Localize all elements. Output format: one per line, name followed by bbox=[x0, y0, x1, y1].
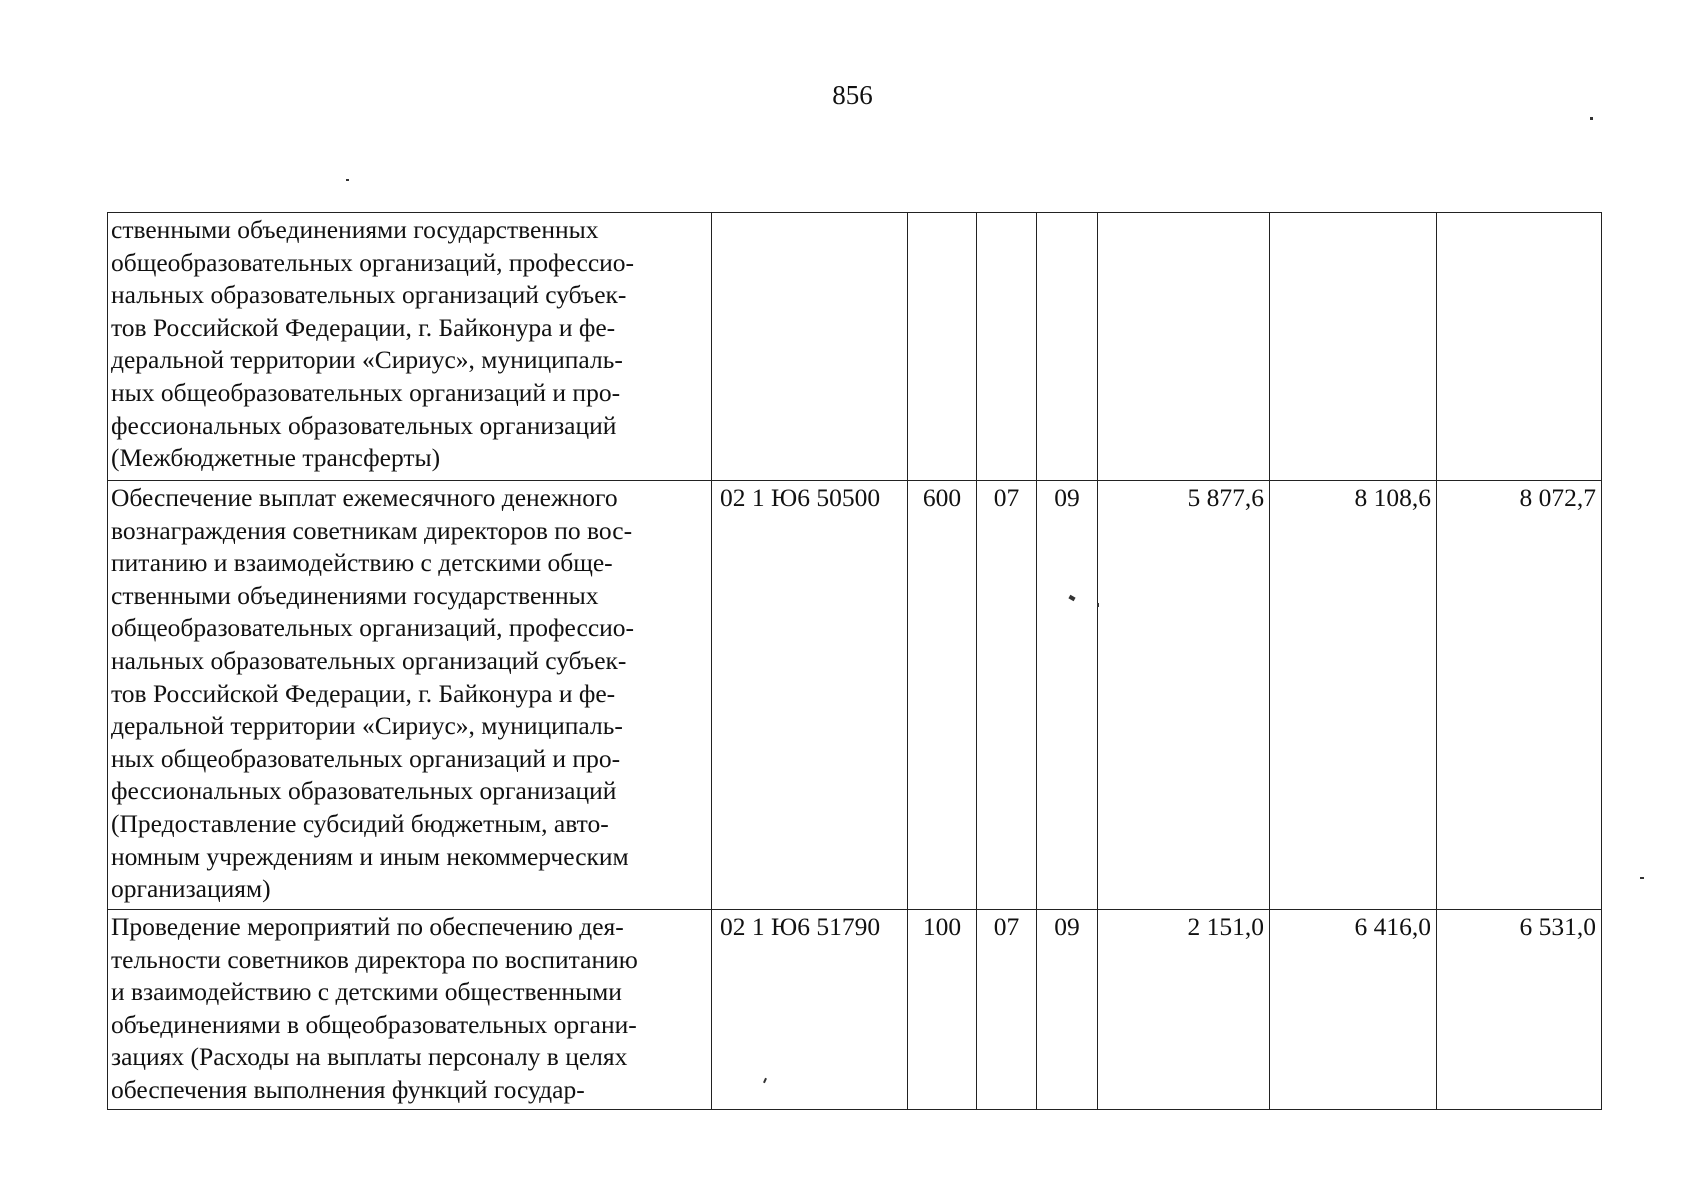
cell-amount-1 bbox=[1098, 213, 1270, 481]
budget-table bbox=[107, 212, 1602, 1110]
description-line: ственными объединениями государственных bbox=[111, 215, 599, 244]
description-line: общеобразовательных организаций, профессио- bbox=[111, 613, 635, 643]
cell-target-code bbox=[712, 213, 908, 481]
description-line: общеобразовательных организаций, профессио- bbox=[111, 247, 635, 277]
cell-subsection: 09 bbox=[1037, 481, 1098, 910]
description-line: ственными объединениями государственных bbox=[111, 580, 599, 610]
scan-speck bbox=[346, 179, 349, 181]
cell-expense-type bbox=[908, 213, 977, 481]
table-row bbox=[108, 481, 1602, 910]
cell-amount-3: 8 072,7 bbox=[1437, 481, 1602, 910]
scan-speck bbox=[1097, 603, 1099, 607]
description-line: объединениями в общеобразовательных органи- bbox=[111, 1009, 637, 1039]
row-description bbox=[108, 481, 712, 910]
row-description bbox=[108, 213, 712, 481]
description-line: нальных образовательных организаций субъек- bbox=[111, 645, 627, 675]
description-line: (Межбюджетные трансферты) bbox=[111, 443, 441, 473]
description-line: Обеспечение выплат ежемесячного денежного bbox=[111, 483, 618, 512]
cell-amount-2: 6 416,0 bbox=[1270, 910, 1437, 1110]
description-line: деральной территории «Сириус», муниципаль- bbox=[111, 711, 623, 741]
description-line: фессиональных образовательных организаций bbox=[111, 776, 617, 806]
description-line: вознаграждения советникам директоров по вос- bbox=[111, 515, 633, 545]
description-line: Проведение мероприятий по обеспечению дея- bbox=[111, 912, 624, 941]
description-line: фессиональных образовательных организаций bbox=[111, 410, 617, 440]
description-line: номным учреждениям и иным некоммерческим bbox=[111, 841, 629, 871]
cell-expense-type: 600 bbox=[908, 481, 977, 910]
description-line: тельности советников директора по воспитанию bbox=[111, 944, 638, 974]
cell-amount-1: 5 877,6 bbox=[1098, 481, 1270, 910]
description-line: обеспечения выполнения функций государ- bbox=[111, 1074, 585, 1104]
page-number: 856 bbox=[832, 80, 873, 110]
description-line: и взаимодействию с детскими общественными bbox=[111, 977, 622, 1007]
table-row bbox=[108, 213, 1602, 481]
table-row bbox=[108, 910, 1602, 1110]
description-line: питанию и взаимодействию с детскими обще- bbox=[111, 548, 613, 578]
description-line: тов Российской Федерации, г. Байконура и фе- bbox=[111, 678, 616, 708]
description-line: зациях (Расходы на выплаты персоналу в целях bbox=[111, 1042, 628, 1072]
cell-target-code: 02 1 Ю6 50500 bbox=[712, 481, 908, 910]
cell-amount-3 bbox=[1437, 213, 1602, 481]
cell-amount-2: 8 108,6 bbox=[1270, 481, 1437, 910]
description-line: деральной территории «Сириус», муниципаль- bbox=[111, 345, 623, 375]
cell-section bbox=[977, 213, 1037, 481]
cell-subsection bbox=[1037, 213, 1098, 481]
cell-amount-3: 6 531,0 bbox=[1437, 910, 1602, 1110]
description-line: ных общеобразовательных организаций и про- bbox=[111, 377, 621, 407]
cell-section: 07 bbox=[977, 910, 1037, 1110]
cell-target-code: 02 1 Ю6 51790 bbox=[712, 910, 908, 1110]
scan-speck bbox=[1590, 117, 1593, 120]
description-line: организациям) bbox=[111, 874, 271, 904]
description-line: ных общеобразовательных организаций и про- bbox=[111, 743, 621, 773]
cell-amount-2 bbox=[1270, 213, 1437, 481]
cell-subsection: 09 bbox=[1037, 910, 1098, 1110]
cell-expense-type: 100 bbox=[908, 910, 977, 1110]
scan-speck bbox=[1640, 877, 1644, 879]
row-description bbox=[108, 910, 712, 1110]
description-line: (Предоставление субсидий бюджетным, авто- bbox=[111, 808, 609, 838]
cell-section: 07 bbox=[977, 481, 1037, 910]
description-line: нальных образовательных организаций субъек- bbox=[111, 280, 627, 310]
cell-amount-1: 2 151,0 bbox=[1098, 910, 1270, 1110]
description-line: тов Российской Федерации, г. Байконура и фе- bbox=[111, 312, 616, 342]
